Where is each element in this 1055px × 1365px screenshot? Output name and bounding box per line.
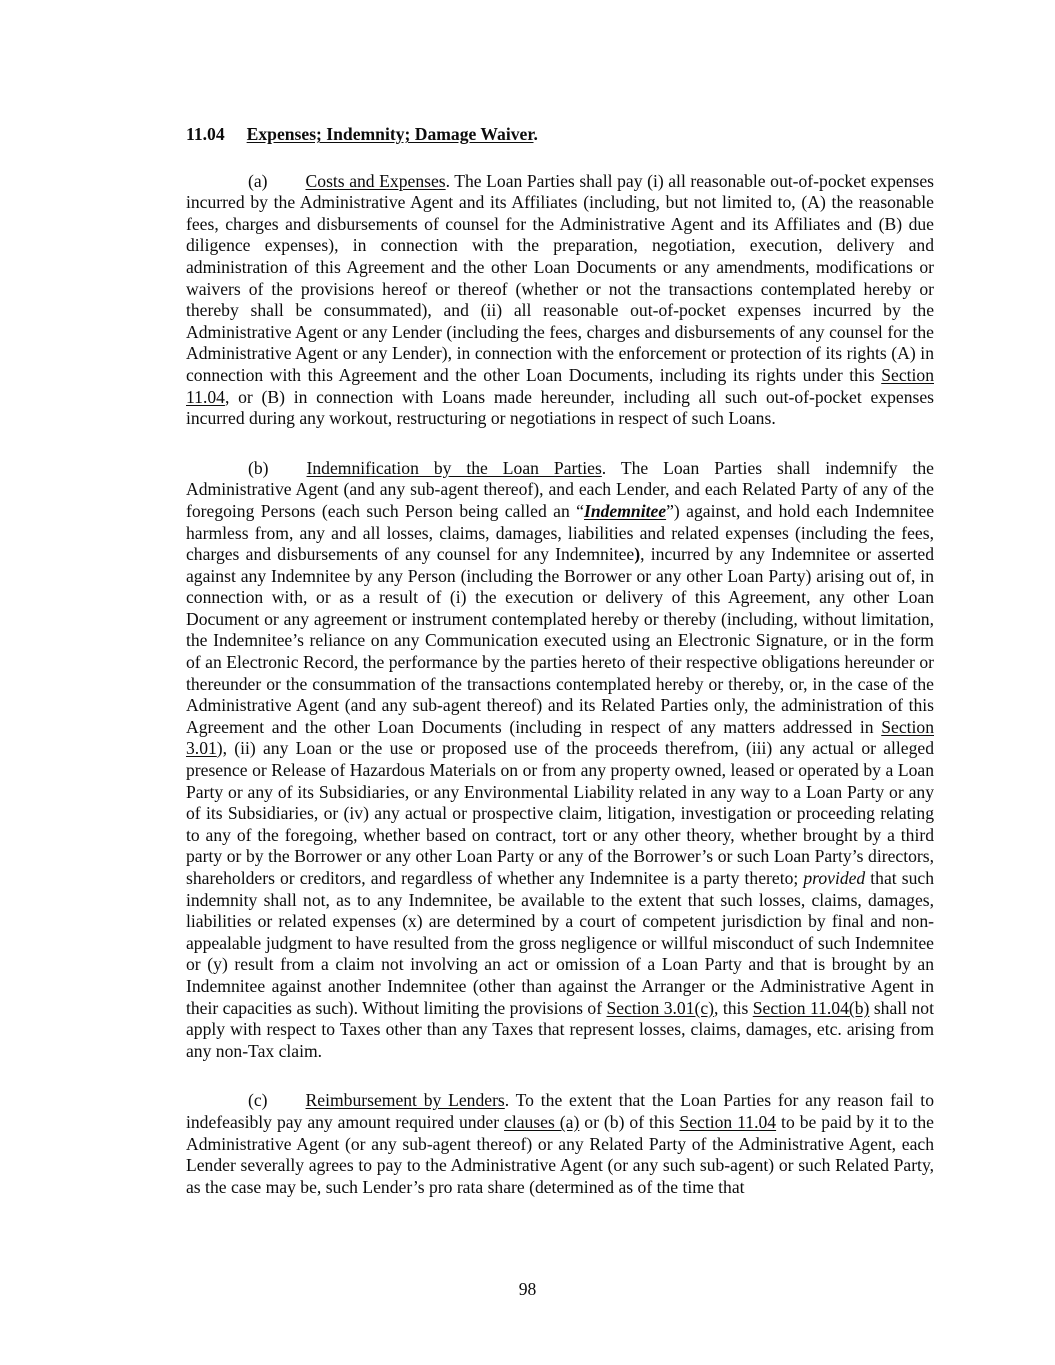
section-reference: Section 11.04 <box>186 364 934 407</box>
body-text: or (b) of this <box>579 1111 680 1132</box>
body-text: shall not apply with respect to Taxes other than any Taxes that represent losses, claims, damages, etc. arising from any non-Tax claim. <box>186 997 934 1061</box>
section-reference: Section 11.04 <box>679 1111 777 1132</box>
body-text: to be paid by it to the Administrative Agent (or any sub-agent thereof) or any Related Party of the Administrative Agent, each Lender severally agrees to pay to the Administrative Agent (or any such sub-agent) or such Related Party, as the case may be, such Lender’s pro rata share (determined as of the time that <box>186 1111 934 1197</box>
body-text: , this <box>714 997 753 1018</box>
section-reference: Section 11.04(b) <box>752 997 870 1018</box>
clause-title: Costs and Expenses <box>305 170 446 191</box>
bold-paren: ) <box>634 544 641 565</box>
section-number: 11.04 <box>186 124 225 144</box>
body-text: , incurred by any Indemnitee or asserted against any Indemnitee by any Person (including the Borrower or any other Loan Party) arising out of, in connection with, or as a result of (i) the execution or delivery of this Agreement, any other Loan Document or any agreement or instrument contemplated hereby or thereby (including, without limitation, the Indemnitee’s reliance on any Communication executed using an Electronic Signature, or in the form of an Electronic Record, the performance by the parties hereto of their respective obligations hereunder or thereunder or the consummation of the transactions contemplated hereby or thereby, or, in the case of the Administrative Agent (and any sub-agent thereof) and its Related Parties only, the administration of this Agreement and the other Loan Documents (including in respect of any matters addressed in <box>186 544 935 737</box>
body-text: ), (ii) any Loan or the use or proposed use of the proceeds therefrom, (iii) any actual or alleged presence or Release of Hazardous Materials on or from any property owned, leased or operated by a Loan Party or any of its Subsidiaries, or any Environmental Liability related in any way to a Loan Party or any of its Subsidiaries, or (iv) any actual or prospective claim, litigation, investigation or proceeding relating to any of the foregoing, whether based on contract, tort or any other theory, whether brought by a third party or by the Borrower or any other Loan Party or any of the Borrower’s or such Loan Party’s directors, shareholders or creditors, and regardless of whether any Indemnitee is a party thereto; <box>186 738 934 888</box>
body-text: . To the extent that the Loan Parties for any reason fail to indefeasibly pay any amount required under <box>186 1090 934 1132</box>
clause-label-c: (c) <box>248 1090 268 1111</box>
clause-title: Indemnification by the Loan Parties <box>306 457 602 478</box>
document-content <box>186 124 934 1198</box>
paragraph-a <box>186 171 934 430</box>
defined-term-indemnitee: Indemnitee <box>584 500 667 521</box>
page-number: 98 <box>518 1279 537 1299</box>
body-text: ”) against, and hold each Indemnitee harmless from, any and all losses, claims, damages, liabilities and related expenses (including the fees, charges and disbursements of any counsel for any Indemnitee <box>186 500 935 565</box>
section-heading <box>186 124 934 146</box>
proviso-term: provided <box>803 868 866 888</box>
clause-label-b: (b) <box>248 457 269 478</box>
clause-label-a: (a) <box>248 170 268 191</box>
section-reference: Section 3.01(c) <box>606 997 715 1018</box>
section-reference: Section 3.01 <box>186 716 934 759</box>
body-text: . The Loan Parties shall pay (i) all reasonable out-of-pocket expenses incurred by the Administrative Agent and its Affiliates (including, but not limited to, (A) the reasonable fees, charges and disbursements of counsel for the Administrative Agent and its Affiliates and (B) due diligence expenses), in connection with the preparation, negotiation, execution, delivery and administration of this Agreement and the other Loan Documents or any amendments, modifications or waivers of the provisions hereof or thereof (whether or not the transactions contemplated hereby or thereby shall be consummated), and (ii) all reasonable out-of-pocket expenses incurred by the Administrative Agent or any Lender (including the fees, charges and disbursements of any counsel for the Administrative Agent or any Lender), in connection with the enforcement or protection of its rights (A) in connection with this Agreement and the other Loan Documents, including its rights under this <box>186 170 934 385</box>
heading-period: . <box>533 124 538 144</box>
clause-reference: clauses (a) <box>504 1111 580 1132</box>
body-text: , or (B) in connection with Loans made hereunder, including all such out-of-pocket expenses incurred during any workout, restructuring or negotiations in respect of such Loans. <box>186 386 934 429</box>
clause-title: Reimbursement by Lenders <box>305 1090 505 1111</box>
body-text: that such indemnity shall not, as to any Indemnitee, be available to the extent that such losses, claims, damages, liabilities or related expenses (x) are determined by a court of competent jurisdiction by final and non-appealable judgment to have resulted from the gross negligence or willful misconduct of such Indemnitee or (y) result from a claim not involving an act or omission of a Loan Party and that is brought by an Indemnitee against another Indemnitee (other than against the Arranger or the Administrative Agent in their capacities as such). Without limiting the provisions of <box>186 868 934 1018</box>
section-title: Expenses; Indemnity; Damage Waiver <box>246 124 534 144</box>
paragraph-b <box>186 458 934 1063</box>
paragraph-c <box>186 1090 934 1198</box>
body-text: . The Loan Parties shall indemnify the Administrative Agent (and any sub-agent thereof), and each Lender, and each Related Party of any of the foregoing Persons (each such Person being called an “ <box>186 457 934 521</box>
